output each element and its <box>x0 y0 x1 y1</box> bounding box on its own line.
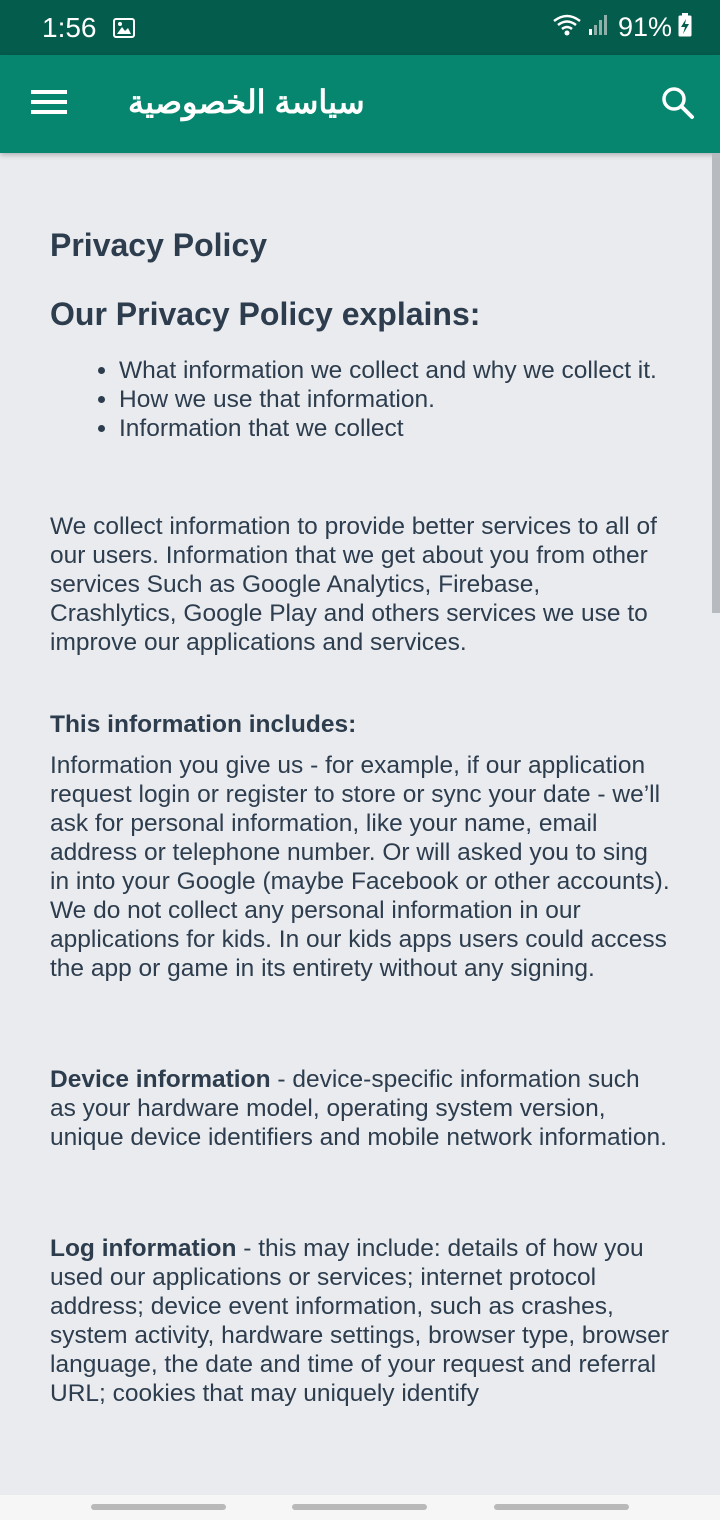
list-item: • Information that we collect <box>119 414 672 443</box>
wifi-icon <box>552 13 582 42</box>
app-bar <box>0 55 720 153</box>
status-bar <box>0 0 720 55</box>
search-icon[interactable] <box>660 85 696 126</box>
policy-content[interactable] <box>0 153 712 1495</box>
policy-title: Privacy Policy <box>50 227 268 263</box>
policy-subtitle: Our Privacy Policy explains: <box>50 296 481 332</box>
home-button[interactable] <box>292 1504 427 1510</box>
signal-icon <box>588 14 608 41</box>
battery-percent: 91% <box>617 12 672 42</box>
explain-list <box>50 356 672 443</box>
list-item: • What information we collect and why we collect it. <box>119 356 672 385</box>
status-time: 1:56 <box>42 11 97 43</box>
system-nav-bar <box>0 1495 720 1520</box>
battery-charging-icon <box>678 13 692 42</box>
back-button[interactable] <box>494 1504 629 1510</box>
log-info-label: Log information <box>50 1235 237 1262</box>
includes-heading: This information includes: <box>50 711 357 738</box>
intro-paragraph: We collect information to provide better services to all of our users. Information that we get about you from other services Such as Google Analytics, Firebase, Crashlytics, Google Play and others services we use to improve our applications and services. <box>50 513 657 656</box>
gallery-icon <box>113 18 135 38</box>
app-title: سياسة الخصوصية <box>128 84 365 120</box>
recents-button[interactable] <box>91 1504 226 1510</box>
menu-icon[interactable] <box>31 88 67 121</box>
includes-paragraph: Information you give us - for example, if our application request login or register to store or sync your date - we’ll ask for personal information, like your name, email address or telephone number. Or will asked you to sing in into your Google (maybe Facebook or other accounts). We do not collect any personal information in our applications for kids. In our kids apps users could access the app or game in its entirety without any signing. <box>50 752 670 982</box>
log-info-paragraph <box>50 1234 672 1408</box>
log-info-text: - this may include: details of how you used our applications or services; internet protocol address; device event information, such as crashes, system activity, hardware settings, browser type, browser language, the date and time of your request and referral URL; cookies that may uniquely identify <box>50 1235 670 1407</box>
device-info-paragraph <box>50 1065 672 1152</box>
device-info-label: Device information <box>50 1066 271 1093</box>
scrollbar[interactable] <box>712 153 720 613</box>
list-item: • How we use that information. <box>119 385 672 414</box>
device-info-text: - device-specific information such as your hardware model, operating system version, unique device identifiers and mobile network information. <box>50 1066 667 1151</box>
